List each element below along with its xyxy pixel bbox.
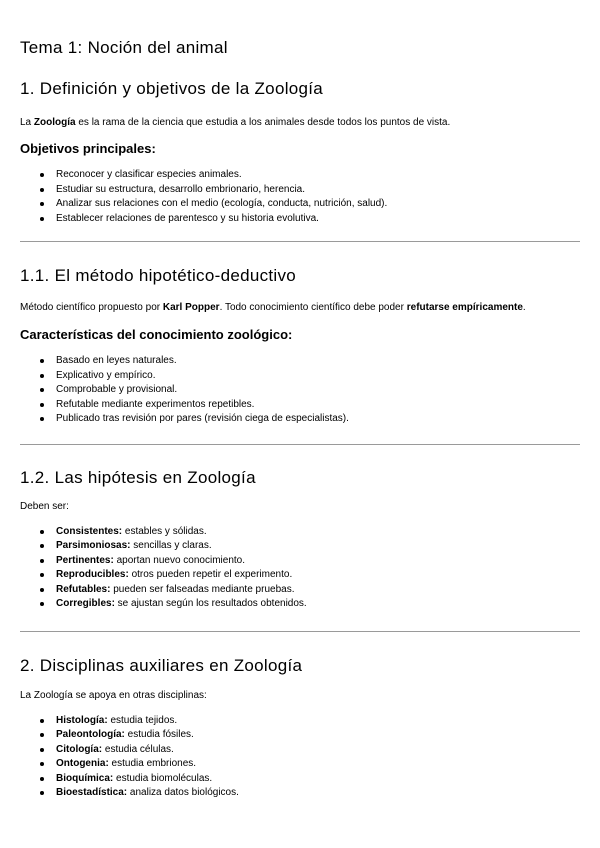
bold-term: Histología: [56, 714, 108, 726]
list-item: Comprobable y provisional. [20, 383, 580, 398]
list-item: Corregibles: se ajustan según los resultados obtenidos. [20, 597, 580, 612]
list-item: Citología: estudia células. [20, 743, 580, 758]
list-item: Histología: estudia tejidos. [20, 714, 580, 729]
section-heading-disciplinas: 2. Disciplinas auxiliares en Zoología [20, 655, 303, 675]
subheading-caracteristicas: Características del conocimiento zoológico: [20, 327, 293, 342]
disciplinas-list [20, 714, 580, 801]
bold-term: Ontogenia: [56, 758, 109, 769]
list-item: Reconocer y clasificar especies animales. [20, 168, 580, 183]
section-intro-hipotesis: Deben ser: [20, 500, 69, 512]
bold-term: Corregibles: [56, 598, 115, 609]
section-divider [20, 631, 580, 632]
bold-term: Reproducibles: [56, 569, 129, 580]
bold-term: Consistentes: [56, 525, 123, 537]
subheading-objetivos: Objetivos principales: [20, 141, 156, 156]
list-item: Parsimoniosas: sencillas y claras. [20, 539, 580, 554]
list-item: Analizar sus relaciones con el medio (ecología, conducta, nutrición, salud). [20, 197, 580, 212]
list-item: Ontogenia: estudia embriones. [20, 757, 580, 772]
list-item: Reproducibles: otros pueden repetir el experimento. [20, 568, 580, 583]
section-heading-metodo: 1.1. El método hipotético-deductivo [20, 266, 297, 285]
list-item: Explicativo y empírico. [20, 369, 580, 384]
list-item: Establecer relaciones de parentesco y su historia evolutiva. [20, 212, 580, 227]
section-heading-hipotesis: 1.2. Las hipótesis en Zoología [20, 467, 256, 487]
list-item: Bioquímica: estudia biomoléculas. [20, 772, 580, 787]
list-item: Estudiar su estructura, desarrollo embrionario, herencia. [20, 183, 580, 198]
section-divider [20, 241, 580, 242]
bold-term: Karl Popper [162, 302, 220, 313]
section-heading-definicion: 1. Definición y objetivos de la Zoología [20, 79, 324, 98]
bold-term: Citología: [56, 743, 103, 755]
list-item: Refutable mediante experimentos repetibles. [20, 398, 580, 413]
list-item: Consistentes: estables y sólidas. [20, 525, 580, 540]
list-item: Pertinentes: aportan nuevo conocimiento. [20, 554, 580, 569]
bold-term: Paleontología: [56, 729, 125, 740]
bold-term: Bioestadística: [56, 787, 128, 798]
bold-term: Bioquímica: [56, 772, 114, 784]
list-item: Paleontología: estudia fósiles. [20, 728, 580, 743]
bold-term: Pertinentes: [56, 554, 114, 566]
section-divider [20, 444, 580, 445]
bold-term: Refutables: [56, 583, 111, 595]
section-intro-definicion: La Zoología es la rama de la ciencia que estudia a los animales desde todos los puntos de vista. [20, 117, 451, 128]
caracteristicas-list [20, 354, 580, 427]
bold-term: Parsimoniosas: [56, 540, 131, 551]
section-intro-metodo: Método científico propuesto por Karl Popper. Todo conocimiento científico debe poder refutarse empíricamente. [20, 302, 526, 313]
list-item: Publicado tras revisión por pares (revisión ciega de especialistas). [20, 412, 580, 427]
document-title: Tema 1: Noción del animal [20, 38, 228, 57]
hipotesis-list [20, 525, 580, 612]
list-item: Basado en leyes naturales. [20, 354, 580, 369]
list-item: Bioestadística: analiza datos biológicos. [20, 786, 580, 801]
bold-term: refutarse empíricamente [406, 302, 523, 313]
objetivos-list [20, 168, 580, 226]
section-intro-disciplinas: La Zoología se apoya en otras disciplinas: [20, 689, 207, 701]
bold-term: Zoología [33, 117, 76, 128]
list-item: Refutables: pueden ser falseadas mediante pruebas. [20, 583, 580, 598]
